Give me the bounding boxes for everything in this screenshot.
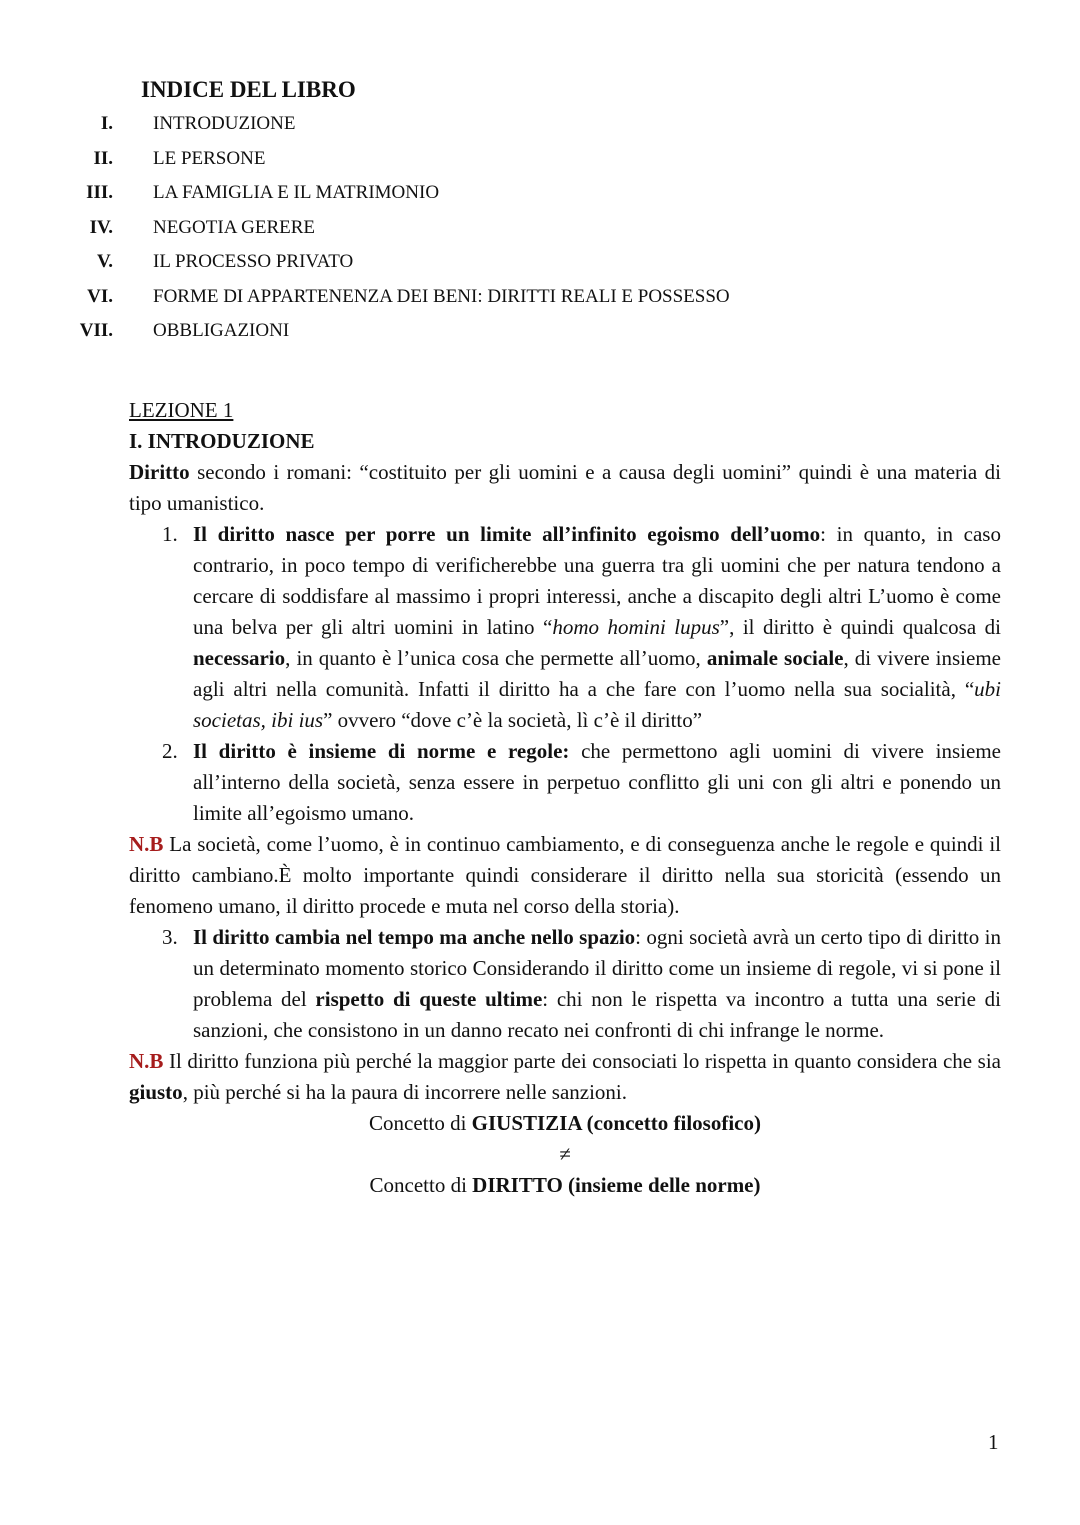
toc-item [0, 245, 900, 280]
text-run: : chi non le rispetta va incontro a tutta una serie di sanzioni, che consistono in un danno recato nei confronti di chi infrange le norme. [193, 987, 1001, 1042]
toc-item [0, 142, 900, 177]
note-paragraph [129, 1046, 1001, 1108]
bold-text: rispetto di queste ultime [315, 987, 543, 1011]
note-label: N.B [129, 832, 164, 856]
toc-title: INDICE DEL LIBRO [141, 77, 356, 102]
not-equal-sign: ≠ [559, 1142, 571, 1166]
italic-text: ubi societas, ibi ius [193, 677, 1001, 732]
text-run: , più perché si ha la paura di incorrere nelle sanzioni. [182, 1080, 627, 1104]
lesson-heading: LEZIONE 1 [129, 398, 234, 422]
toc-number: I. [100, 113, 113, 135]
bold-text: Il diritto nasce per porre un limite all’infinito egoismo dell’uomo [193, 522, 821, 546]
toc-number: II. [93, 147, 113, 169]
concept-justice [129, 1108, 1001, 1139]
toc-number: VI. [87, 285, 113, 307]
text-run: ” ovvero “dove c’è la società, lì c’è il diritto” [323, 708, 703, 732]
toc-label: IL PROCESSO PRIVATO [153, 251, 354, 273]
text-run: , in quanto è l’unica cosa che permette all’uomo, [285, 646, 707, 670]
note-label: N.B [129, 1049, 164, 1073]
table-of-contents [0, 107, 900, 349]
toc-item [0, 176, 900, 211]
list-item [162, 519, 1001, 736]
text-run: ”, il diritto è quindi qualcosa di [719, 615, 1001, 639]
toc-item [0, 211, 900, 246]
text-run: Concetto di [369, 1111, 472, 1135]
text-run: Il diritto funziona più perché la maggior parte dei consociati lo rispetta in quanto considera che sia [163, 1049, 1001, 1073]
text-run: Concetto di [369, 1173, 473, 1197]
note-paragraph [129, 829, 1001, 922]
page-number: 1 [988, 1430, 999, 1454]
list-number: 3. [162, 925, 178, 949]
intro-paragraph [129, 457, 1001, 519]
italic-text: homo homini lupus [552, 615, 720, 639]
text-run: secondo i romani: “costituito per gli uomini e a causa degli uomini” quindi è una materia di tipo umanistico. [129, 460, 1001, 515]
concept-law [129, 1170, 1001, 1201]
toc-label: INTRODUZIONE [153, 113, 296, 135]
list-item-text [193, 922, 1001, 1046]
list-number: 2. [162, 739, 178, 763]
list-item [162, 736, 1001, 829]
toc-number: IV. [89, 216, 113, 238]
bold-text: animale sociale [706, 646, 844, 670]
text-run: , di vivere insieme agli altri nella comunità. Infatti il diritto ha a che fare con l’uomo nella sua socialità, “ [193, 646, 1001, 701]
section-heading: I. INTRODUZIONE [129, 429, 315, 453]
bold-text: Il diritto è insieme di norme e regole: [193, 739, 570, 763]
toc-item [0, 107, 900, 142]
list-number: 1. [162, 522, 178, 546]
toc-item [0, 314, 900, 349]
toc-label: LA FAMIGLIA E IL MATRIMONIO [153, 182, 440, 204]
bold-text: GIUSTIZIA (concetto filosofico) [471, 1111, 761, 1135]
toc-number: VII. [79, 320, 113, 342]
toc-label: FORME DI APPARTENENZA DEI BENI: DIRITTI REALI E POSSESSO [153, 285, 730, 307]
toc-label: LE PERSONE [153, 147, 266, 169]
bold-text: DIRITTO (insieme delle norme) [472, 1173, 761, 1197]
text-run: che permettono agli uomini di vivere insieme all’interno della società, senza essere in perpetuo conflitto gli uni con gli altri e ponendo un limite all’egoismo umano. [193, 739, 1001, 825]
toc-label: OBBLIGAZIONI [153, 320, 290, 342]
bold-text: giusto [129, 1080, 183, 1104]
toc-number: III. [86, 182, 113, 204]
toc-item [0, 280, 900, 315]
bold-text: Il diritto cambia nel tempo ma anche nello spazio [193, 925, 636, 949]
bold-text: Diritto [129, 460, 190, 484]
text-run: : ogni società avrà un certo tipo di diritto in un determinato momento storico Considerando il diritto come un insieme di regole, vi si pone il problema del [193, 925, 1001, 1011]
toc-label: NEGOTIA GERERE [153, 216, 316, 238]
text-run: : in quanto, in caso contrario, in poco tempo di verificherebbe una guerra tra gli uomini che per natura tendono a cercare di soddisfare al massimo i propri interessi, anche a discapito degli altri L’uomo è come una belva per gli altri uomini in latino “ [193, 522, 1001, 639]
document-body [129, 395, 1001, 1201]
toc-number: V. [96, 251, 113, 273]
list-item [162, 922, 1001, 1046]
bold-text: necessario [193, 646, 286, 670]
text-run: La società, come l’uomo, è in continuo cambiamento, e di conseguenza anche le regole e quindi il diritto cambiano.È molto importante quindi considerare il diritto nella sua storicità (essendo un fenomeno umano, il diritto procede e muta nel corso della storia). [129, 832, 1001, 918]
list-item-text [193, 519, 1001, 736]
list-item-text [193, 736, 1001, 829]
